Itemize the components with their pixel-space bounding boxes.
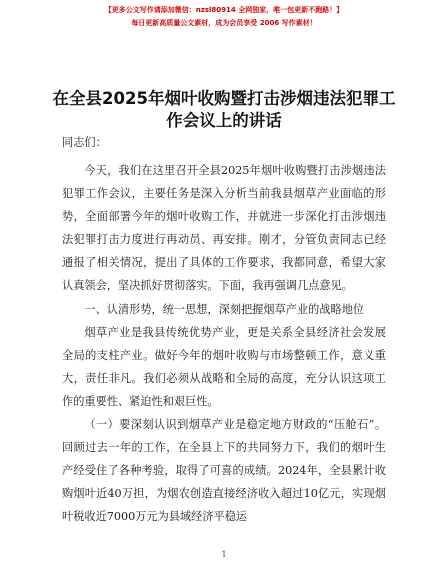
page-number: 1 [221, 550, 227, 559]
greeting: 同志们： [62, 136, 107, 149]
section-heading: 一、认清形势，统一思想，深刻把握烟草产业的战略地位 [84, 303, 365, 316]
promo-banner-line2: 每日更新高质量公文素材，成为会员享受 2006 写作素材！ [131, 19, 317, 27]
paragraph-significance: 烟草产业是我县传统优势产业，更是关系全县经济社会发展全局的支柱产业。做好今年的烟叶收购与市场整顿工作，意义重大，责任非凡。我们必须从战略和全局的高度，充分认识这项工作的重要性、紧迫性和艰巨性。 [62, 326, 386, 408]
paragraph-intro: 今天，我们在这里召开全县2025年烟叶收购暨打击涉烟违法犯罪工作会议，主要任务是深入分析当前我县烟草产业面临的形势，全面部署今年的烟叶收购工作，并就进一步深化打击涉烟违法犯罪打击力度进行再动员、再安排。刚才，分管负责同志已经通报了相关情况，提出了具体的工作要求，我都同意，希望大家认真领会，坚决抓好贯彻落实。下面，我再强调几点意见。 [62, 164, 386, 292]
promo-banner [0, 4, 448, 30]
promo-banner-line1: 【更多公文写作请添加微信：nzsl80914 全网独家，唯一包更新不跑路！】 [104, 6, 344, 14]
paragraph-ballast-stone: （一）要深刻认识到烟草产业是稳定地方财政的“压舱石”。回顾过去一年的工作，在全县上下的共同努力下，我们的烟叶生产经受住了各种考验，取得了可喜的成绩。2024年，全县累计收购烟叶近40万担，为烟农创造直接经济收入超过10亿元，实现烟叶税收近7000万元为县域经济平稳运 [62, 418, 386, 523]
document-title: 在全县2025年烟叶收购暨打击涉烟违法犯罪工作会议上的讲话 [52, 89, 396, 130]
